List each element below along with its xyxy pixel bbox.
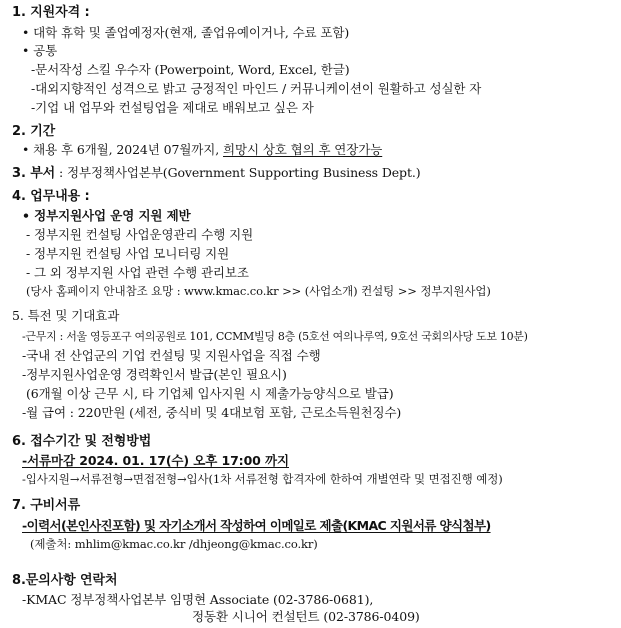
section-2-line-1 xyxy=(22,142,382,157)
period-text: • 채용 후 6개월, 2024년 07월까지, xyxy=(22,142,224,157)
required-documents: -이력서(본인사진포함) 및 자기소개서 작성하여 이메일로 제출(KMAC 지원서류 양식첨부) xyxy=(22,518,491,533)
section-2-heading: 2. 기간 xyxy=(12,124,56,139)
section-1-line-2: • 공통 xyxy=(22,43,58,58)
section-5-line-3: -정부지원사업운영 경력확인서 발급(본인 필요시) xyxy=(22,367,287,382)
section-3-heading: 3. 부서 xyxy=(12,166,56,181)
section-4-line-4: - 그 외 정부지원 사업 관련 수행 관리보조 xyxy=(26,265,249,280)
section-5-heading: 5. 특전 및 기대효과 xyxy=(12,308,120,323)
section-3-line xyxy=(12,165,421,181)
section-8-heading: 8.문의사항 연락처 xyxy=(12,573,118,588)
application-deadline: -서류마감 2024. 01. 17(수) 오후 17:00 까지 xyxy=(22,453,289,468)
section-4-line-2: - 정부지원 컨설팅 사업운영관리 수행 지원 xyxy=(26,227,254,242)
section-6-heading: 6. 접수기간 및 전형방법 xyxy=(12,434,152,449)
section-1-heading: 1. 지원자격 : xyxy=(12,5,90,20)
section-4-line-3: - 정부지원 컨설팅 사업 모니터링 지원 xyxy=(26,246,230,261)
section-5-line-4: (6개월 이상 근무 시, 타 기업체 입사지원 시 제출가능양식으로 발급) xyxy=(26,386,394,401)
contact-line-1: -KMAC 정부정책사업본부 임명현 Associate (02-3786-0681), xyxy=(22,592,374,607)
section-4-line-1: • 정부지원사업 운영 지원 제반 xyxy=(22,208,191,223)
section-5-line-5: -월 급여 : 220만원 (세전, 중식비 및 4대보험 포함, 근로소득원천징수) xyxy=(22,405,402,420)
department-text: : 정부정책사업본부(Government Supporting Business Dept.) xyxy=(55,165,421,180)
submission-emails: (제출처: mhlim@kmac.co.kr /dhjeong@kmac.co.kr) xyxy=(30,537,318,551)
section-1-line-5: -기업 내 업무와 컨설팅업을 제대로 배워보고 싶은 자 xyxy=(31,100,314,115)
section-4-line-5: (당사 홈페이지 안내참조 요망 : www.kmac.co.kr >> (사업소개) 컨설팅 >> 정부지원사업) xyxy=(26,284,491,298)
section-4-heading: 4. 업무내용 : xyxy=(12,189,90,204)
section-1-line-1: • 대학 휴학 및 졸업예정자(현재, 졸업유예이거나, 수료 포함) xyxy=(22,25,350,40)
section-5-line-2: -국내 전 산업군의 기업 컨설팅 및 지원사업을 직접 수행 xyxy=(22,348,321,363)
section-5-line-1: -근무지 : 서울 영등포구 여의공원로 101, CCMM빌딩 8층 (5호선 여의나루역, 9호선 국회의사당 도보 10분) xyxy=(22,330,528,343)
section-7-heading: 7. 구비서류 xyxy=(12,498,81,513)
contact-line-2: 정동환 시니어 컨설턴트 (02-3786-0409) xyxy=(192,609,420,624)
section-1-line-3: -문서작성 스킬 우수자 (Powerpoint, Word, Excel, 한글) xyxy=(31,62,350,77)
section-1-line-4: -대외지향적인 성격으로 밝고 긍정적인 마인드 / 커뮤니케이션이 원활하고 성실한 자 xyxy=(31,81,482,96)
selection-process: -입사지원→서류전형→면접전형→입사(1차 서류전형 합격자에 한하여 개별연락 및 면접진행 예정) xyxy=(22,472,503,486)
extension-note: 희망시 상호 협의 후 연장가능 xyxy=(223,142,383,157)
